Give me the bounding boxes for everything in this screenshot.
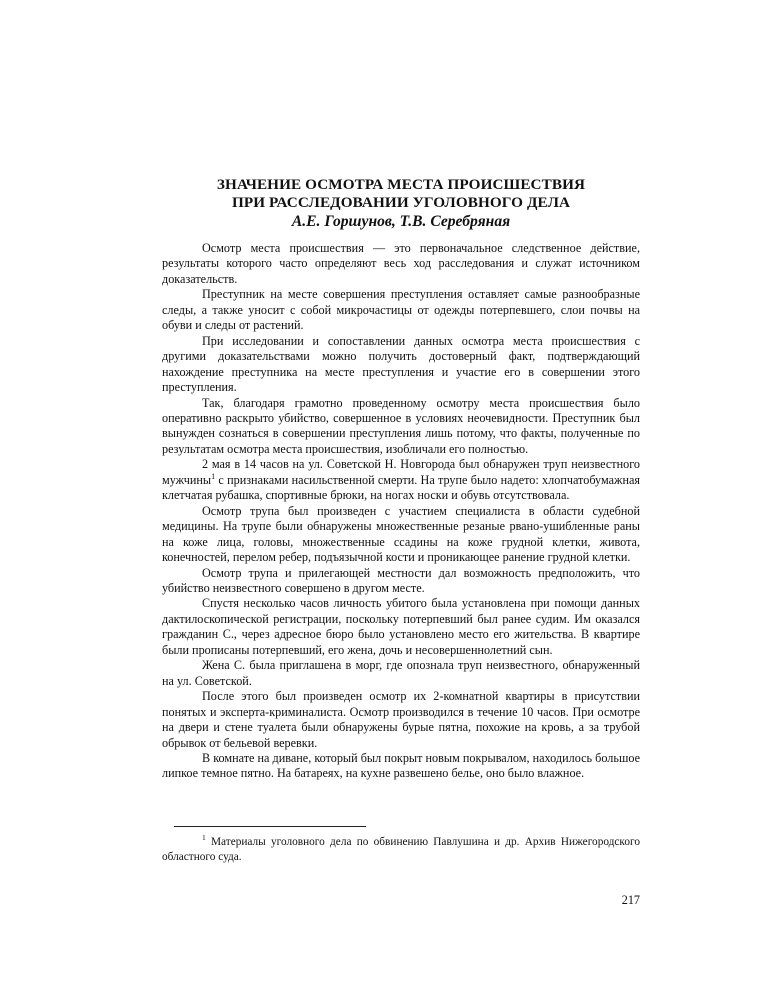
article-title (162, 176, 640, 212)
article-title-line-1: ЗНАЧЕНИЕ ОСМОТРА МЕСТА ПРОИСШЕСТВИЯ (216, 176, 586, 193)
paragraph-6: Осмотр трупа был произведен с участием специалиста в области судебной медицины. На трупе были обнаружены множественные резаные рвано-ушибленные раны на коже лица, головы, множественные ссадины на коже грудной клетки, живота, конечностей, перелом ребер, подъязычной кости и проникающее ранение грудной клетки. (162, 503, 640, 565)
paragraph-11: В комнате на диване, который был покрыт новым покрывалом, находилось большое липкое темное пятно. На батареях, на кухне развешено белье, оно было влажное. (162, 750, 640, 781)
article-body (162, 241, 640, 782)
footnote-mark: 1 (202, 833, 206, 843)
paragraph-5-head: 2 мая в 14 часов на ул. Советской Н. Новгорода был обнаружен труп неизвестного мужчины (162, 457, 640, 487)
paragraph-1: Осмотр места происшествия — это первоначальное следственное действие, результаты которого часто определяют весь ход расследования и служат источником доказательств. (162, 241, 640, 286)
footnote-text: Материалы уголовного дела по обвинению Павлушина и др. Архив Нижегородского областного суда. (162, 836, 640, 863)
paragraph-4: Так, благодаря грамотно проведенному осмотру места происшествия было оперативно раскрыто убийство, совершенное в условиях неочевидности. Преступник был вынужден сознаться в совершении преступления лишь потому, что факты, полученные по результатам осмотра места происшествия, изобличали его полностью. (162, 395, 640, 456)
footnote-divider (174, 826, 366, 827)
paragraph-9: Жена С. была приглашена в морг, где опознала труп неизвестного, обнаруженный на ул. Советской. (162, 658, 640, 688)
page-number: 217 (621, 893, 640, 907)
article-title-line-2: ПРИ РАССЛЕДОВАНИИ УГОЛОВНОГО ДЕЛА (231, 194, 571, 211)
paragraph-5 (162, 457, 640, 503)
article-authors: А.Е. Горшунов, Т.В. Серебряная (291, 213, 511, 230)
paragraph-8: Спустя несколько часов личность убитого была установлена при помощи данных дактилоскопической регистрации, поскольку потерпевший был ранее судим. Им оказался гражданин С., через адресное бюро было установлено место его жительства. В квартире были прописаны потерпевший, его жена, дочь и несовершеннолетний сын. (162, 596, 640, 657)
paragraph-7: Осмотр трупа и прилегающей местности дал возможность предположить, что убийство неизвестного совершено в другом месте. (162, 565, 640, 595)
paragraph-5-tail: с признаками насильственной смерти. На трупе было надето: хлопчатобумажная клетчатая рубашка, спортивные брюки, на ногах носки и обувь отсутствовала. (162, 472, 640, 503)
paragraph-3: При исследовании и сопоставлении данных осмотра места происшествия с другими доказательствами можно получить достоверный факт, подтверждающий нахождение преступника на месте преступления и участие его в совершении этого преступления. (162, 333, 640, 395)
footnote-reference[interactable]: 1 (211, 471, 216, 481)
footnote (162, 835, 640, 864)
paragraph-2: Преступник на месте совершения преступления оставляет самые разнообразные следы, а также уносит с собой микрочастицы от одежды потерпевшего, слои почвы на обуви и следы от растений. (162, 287, 640, 333)
paragraph-10: После этого был произведен осмотр их 2-комнатной квартиры в присутствии понятых и эксперта-криминалиста. Осмотр производился в течение 10 часов. При осмотре на двери и стене туалета были обнаружены бурые пятна, похожие на кровь, а за трубой обрывок от бельевой веревки. (162, 689, 640, 750)
